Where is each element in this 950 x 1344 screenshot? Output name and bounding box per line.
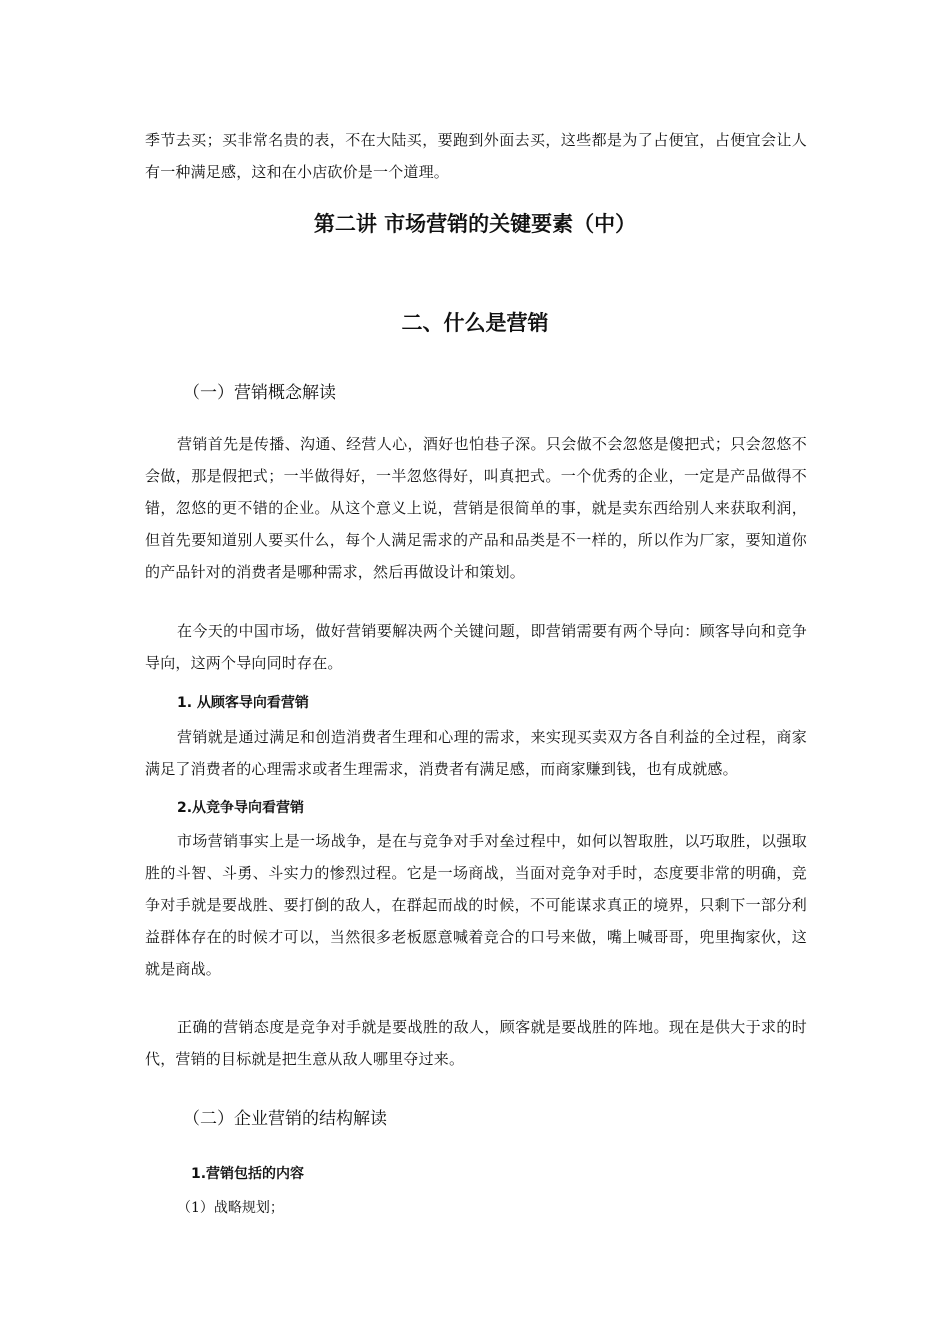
point-2-title: 2.从竞争导向看营销 xyxy=(177,800,305,816)
point-1-title: 1. 从顾客导向看营销 xyxy=(177,695,309,711)
subsection-1-title: （一）营销概念解读 xyxy=(183,383,336,403)
subsection-1-paragraph-1: 营销首先是传播、沟通、经营人心，酒好也怕巷子深。只会做不会忽悠是傻把式；只会忽悠不会做，那是假把式；一半做得好，一半忽悠得好，叫真把式。一个优秀的企业，一定是产品做得不错，忽悠的更不错的企业。从这个意义上说，营销是很简单的事，就是卖东西给别人来获取利润，但首先要知道别人要买什么，每个人满足需求的产品和品类是不一样的，所以作为厂家，要知道你的产品针对的消费者是哪种需求，然后再做设计和策划。 xyxy=(145,435,807,581)
subsection-1-paragraph-2: 在今天的中国市场，做好营销要解决两个关键问题，即营销需要有两个导向：顾客导向和竞争导向，这两个导向同时存在。 xyxy=(145,622,807,672)
subsection-2-point-1-title: 1.营销包括的内容 xyxy=(191,1166,305,1182)
lecture-title: 第二讲 市场营销的关键要素（中） xyxy=(313,212,637,236)
point-2-text: 市场营销事实上是一场战争，是在与竞争对手对垒过程中，如何以智取胜，以巧取胜，以强取胜的斗智、斗勇、斗实力的惨烈过程。它是一场商战，当面对竞争对手时，态度要非常的明确，竞争对手就是要战胜、要打倒的敌人，在群起而战的时候，不可能谋求真正的境界，只剩下一部分利益群体存在的时候才可以，当然很多老板愿意喊着竞合的口号来做，嘴上喊哥哥，兜里掏家伙，这就是商战。 xyxy=(145,832,807,978)
list-item: （1）战略规划； xyxy=(177,1200,284,1216)
subsection-1-paragraph-3: 正确的营销态度是竞争对手就是要战胜的敌人，顾客就是要战胜的阵地。现在是供大于求的时代，营销的目标就是把生意从敌人哪里夺过来。 xyxy=(145,1018,807,1068)
point-1-text: 营销就是通过满足和创造消费者生理和心理的需求，来实现买卖双方各自利益的全过程，商家满足了消费者的心理需求或者生理需求，消费者有满足感，而商家赚到钱，也有成就感。 xyxy=(145,728,807,778)
intro-paragraph: 季节去买；买非常名贵的表，不在大陆买，要跑到外面去买，这些都是为了占便宜，占便宜会让人有一种满足感，这和在小店砍价是一个道理。 xyxy=(145,131,807,181)
section-title: 二、什么是营销 xyxy=(401,311,549,335)
subsection-2-title: （二）企业营销的结构解读 xyxy=(183,1109,387,1129)
